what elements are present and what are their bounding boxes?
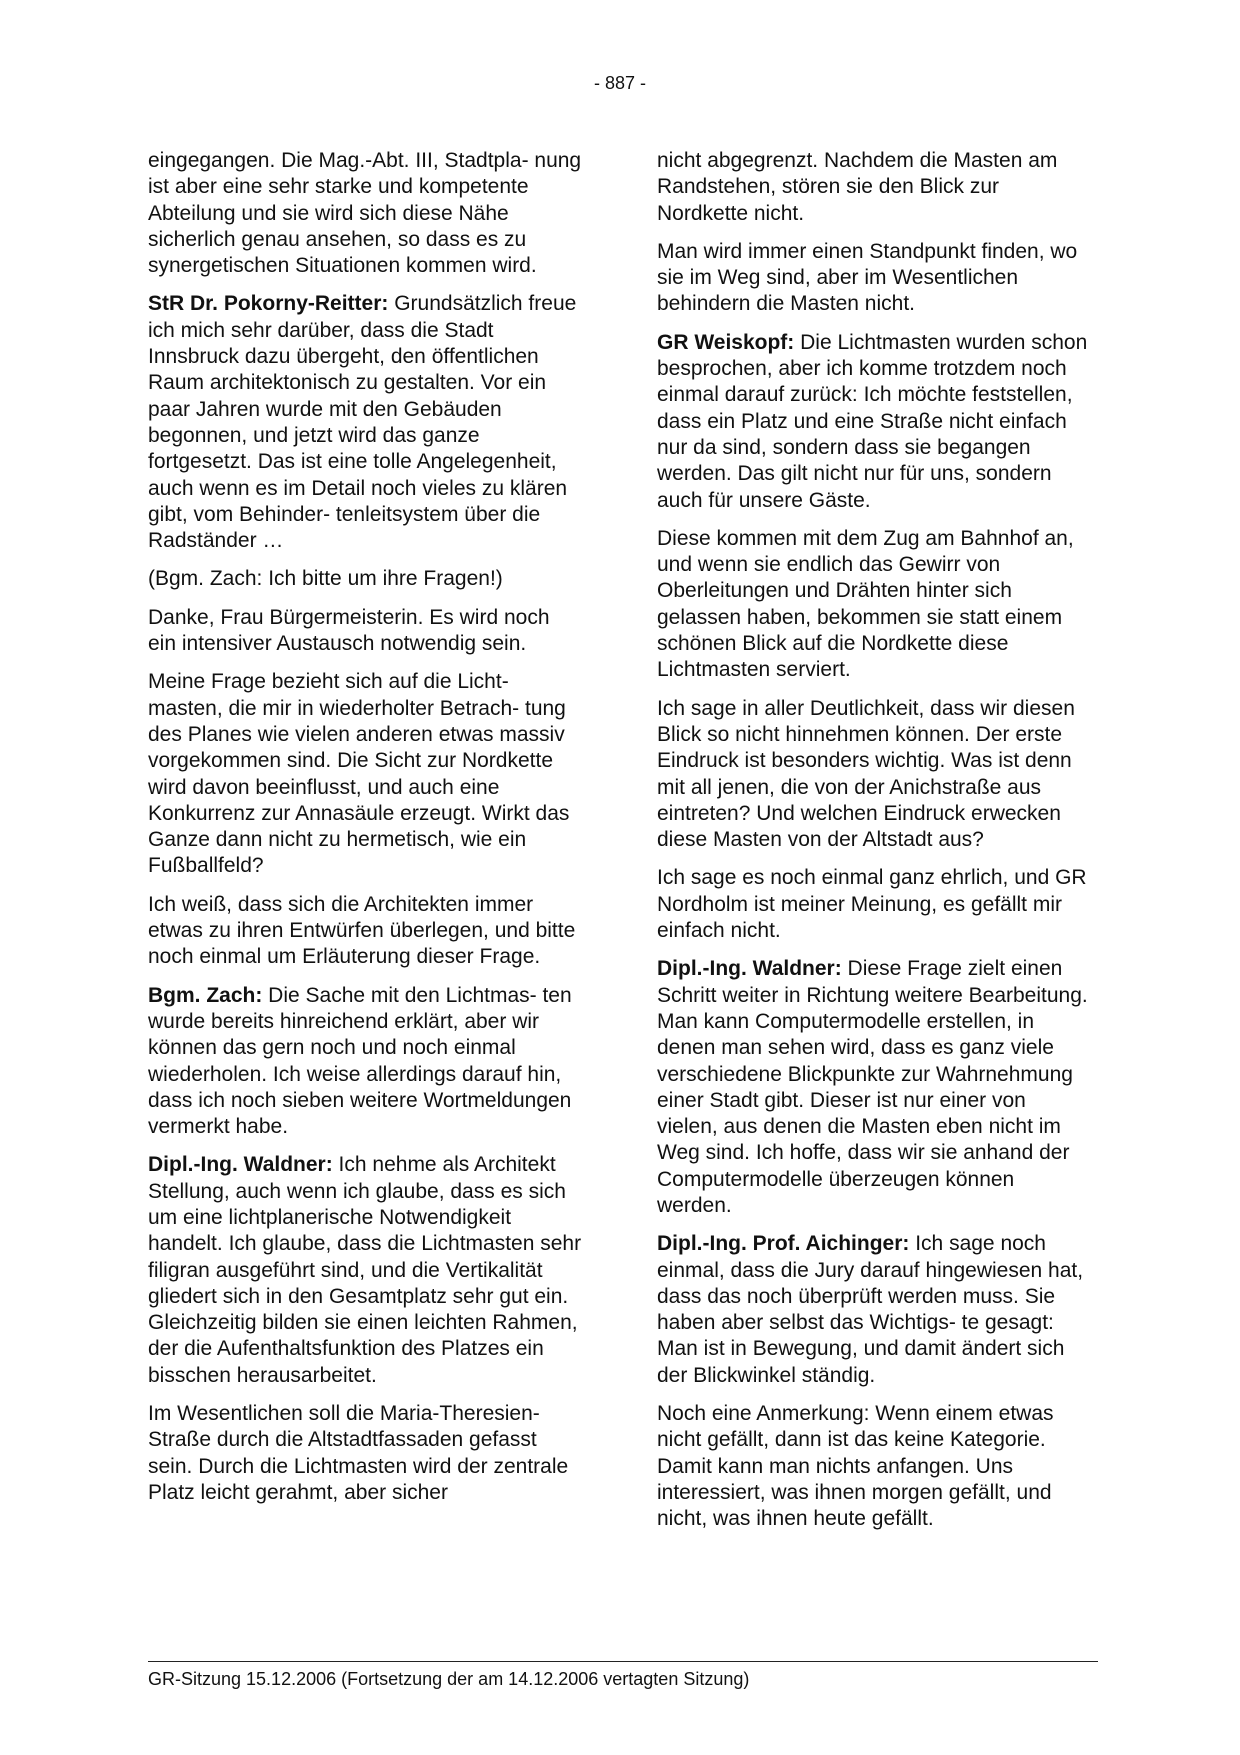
paragraph: eingegangen. Die Mag.-Abt. III, Stadtpla- nung ist aber eine sehr starke und kompetente Abteilung und sie wird sich diese Nähe sicherlich genau ansehen, so dass es zu synergetischen Situationen kommen wird. (148, 149, 582, 278)
paragraph: nicht abgegrenzt. Nachdem die Masten am Randstehen, stören sie den Blick zur Nordkette nicht. (657, 149, 1058, 225)
footer-session-info: GR-Sitzung 15.12.2006 (Fortsetzung der am 14.12.2006 vertagten Sitzung) (148, 1669, 750, 1689)
speaker-name: Dipl.-Ing. Waldner: (148, 1153, 333, 1177)
speech-text: Diese Frage zielt einen Schritt weiter in Richtung weitere Bearbeitung. Man kann Computermodelle erstellen, in denen man sehen wird, dass es ganz viele verschiedene Blickpunkte zur Wahrnehmung einer Stadt gibt. Dieser ist nur einer von vielen, aus denen die Masten eben nicht im Weg sind. Ich hoffe, dass wir sie anhand der Computermodelle überzeugen können werden. (657, 957, 1088, 1217)
speech-text: Ich sage noch einmal, dass die Jury darauf hingewiesen hat, dass das noch überprüft werden muss. Sie haben aber selbst das Wichtigs- te gesagt: Man ist in Bewegung, und damit ändert sich der Blickwinkel ständig. (657, 1232, 1084, 1387)
paragraph: Im Wesentlichen soll die Maria-Theresien- Straße durch die Altstadtfassaden gefasst sein. Durch die Lichtmasten wird der zentrale Platz leicht gerahmt, aber sicher (148, 1402, 569, 1504)
paragraph: Ich sage es noch einmal ganz ehrlich, und GR Nordholm ist meiner Meinung, es gefällt mir einfach nicht. (657, 866, 1087, 943)
speech-paragraph (148, 291, 583, 554)
speaker-name: StR Dr. Pokorny-Reitter: (148, 292, 389, 316)
paragraph: Danke, Frau Bürgermeisterin. Es wird noch ein intensiver Austausch notwendig sein. (148, 605, 550, 656)
speech-text: Die Lichtmasten wurden schon besprochen, aber ich komme trotzdem noch einmal darauf zurück: Ich möchte feststellen, dass ein Platz und eine Straße nicht einfach nur da sind, sondern dass sie begangen werden. Das gilt nicht nur für uns, sondern auch für unsere Gäste. (657, 330, 1088, 512)
speech-paragraph (657, 956, 1092, 1219)
paragraph: Ich sage in aller Deutlichkeit, dass wir diesen Blick so nicht hinnehmen können. Der erste Eindruck ist besonders wichtig. Was ist denn mit all jenen, die von der Anichstraße aus eintreten? Und welchen Eindruck erwecken diese Masten von der Altstadt aus? (657, 696, 1075, 852)
paragraph: Ich weiß, dass sich die Architekten immer etwas zu ihren Entwürfen überlegen, und bitte noch einmal um Erläuterung dieser Frage. (148, 892, 576, 969)
speech-text: Ich nehme als Architekt Stellung, auch wenn ich glaube, dass es sich um eine lichtplanerische Notwendigkeit handelt. Ich glaube, dass die Lichtmasten sehr filigran ausgeführt sind, und die Vertikalität gliedert sich in den Gesamtplatz sehr gut ein. Gleichzeitig bilden sie einen leichten Rahmen, der die Aufenthaltsfunktion des Platzes ein bisschen herausarbeitet. (148, 1153, 582, 1387)
speaker-name: Dipl.-Ing. Prof. Aichinger: (657, 1232, 910, 1256)
speech-paragraph (657, 330, 1092, 514)
speaker-name: GR Weiskopf: (657, 330, 795, 354)
paragraph: Noch eine Anmerkung: Wenn einem etwas nicht gefällt, dann ist das keine Kategorie. Damit kann man nichts anfangen. Uns interessiert, was ihnen morgen gefällt, und nicht, was ihnen heute gefällt. (657, 1402, 1054, 1531)
left-column (148, 148, 583, 1518)
speech-text: Grundsätzlich freue ich mich sehr darüber, dass die Stadt Innsbruck dazu übergeht, den öffentlichen Raum architektonisch zu gestalten. Vor ein paar Jahren wurde mit den Gebäuden begonnen, und jetzt wird das ganze fortgesetzt. Das ist eine tolle Angelegenheit, auch wenn es im Detail noch vieles zu klären gibt, vom Behinder- tenleitsystem über die Radständer … (148, 292, 577, 553)
speech-text: Die Sache mit den Lichtmas- ten wurde bereits hinreichend erklärt, aber wir können das gern noch und noch einmal wiederholen. Ich weise allerdings darauf hin, dass ich noch sieben weitere Wortmeldungen vermerkt habe. (148, 983, 572, 1139)
speech-paragraph (657, 1231, 1092, 1389)
paragraph: Diese kommen mit dem Zug am Bahnhof an, und wenn sie endlich das Gewirr von Oberleitungen und Drähten hinter sich gelassen haben, bekommen sie statt einem schönen Blick auf die Nordkette diese Lichtmasten serviert. (657, 526, 1074, 682)
paragraph: Man wird immer einen Standpunkt finden, wo sie im Weg sind, aber im Wesentlichen behindern die Masten nicht. (657, 239, 1078, 316)
paragraph: Meine Frage bezieht sich auf die Licht- masten, die mir in wiederholter Betrach- tung des Planes wie vielen anderen etwas massiv vorgekommen sind. Die Sicht zur Nordkette wird davon beeinflusst, und auch eine Konkurrenz zur Annasäule erzeugt. Wirkt das Ganze dann nicht zu hermetisch, wie ein Fußballfeld? (148, 670, 570, 878)
right-column (657, 148, 1092, 1545)
speaker-name: Dipl.-Ing. Waldner: (657, 957, 842, 981)
paragraph: (Bgm. Zach: Ich bitte um ihre Fragen!) (148, 567, 503, 591)
speaker-name: Bgm. Zach: (148, 983, 263, 1007)
footer-divider (148, 1661, 1098, 1662)
page-number: - 887 - (593, 73, 647, 93)
speech-paragraph (148, 983, 583, 1141)
speech-paragraph (148, 1152, 583, 1389)
